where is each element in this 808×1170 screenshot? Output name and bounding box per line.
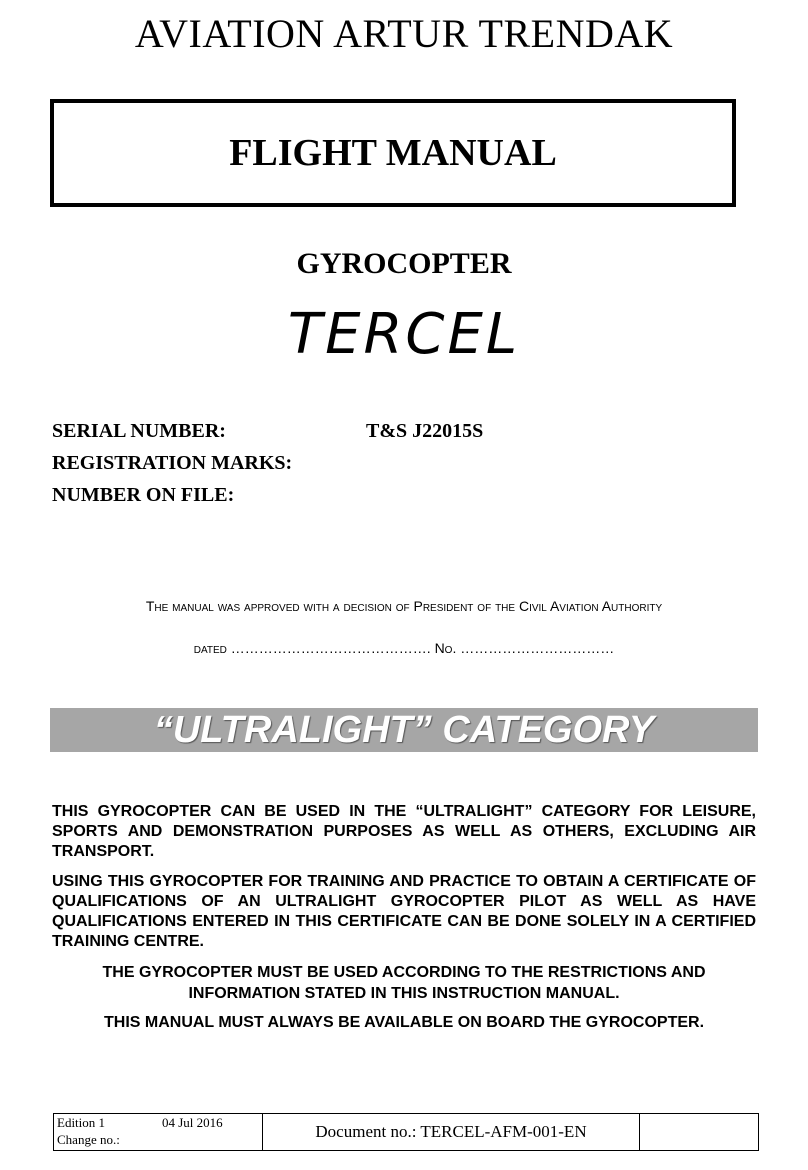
change-number-label: Change no.: xyxy=(57,1132,120,1147)
footer-edition-cell xyxy=(54,1114,263,1150)
document-title: FLIGHT MANUAL xyxy=(229,132,557,174)
category-banner-text: “ULTRALIGHT” CATEGORY xyxy=(153,709,655,751)
paragraph-training: USING THIS GYROCOPTER FOR TRAINING AND PRACTICE TO OBTAIN A CERTIFICATE OF QUALIFICATIONS OF AN ULTRALIGHT GYROCOPTER PILOT AS WELL AS HAVE QUALIFICATIONS ENTERED IN THIS CERTIFICATE CAN BE DONE SOLELY IN A CERTIFIED TRAINING CENTRE. xyxy=(52,873,756,950)
number-on-file-label: NUMBER ON FILE: xyxy=(52,484,235,506)
registration-marks-label: REGISTRATION MARKS: xyxy=(52,452,293,474)
document-number: Document no.: TERCEL-AFM-001-EN xyxy=(315,1122,587,1141)
approval-statement: The manual was approved with a decision of President of the Civil Aviation Authority xyxy=(145,598,663,614)
model-name: TERCEL xyxy=(287,302,521,367)
paragraph-usage: THIS GYROCOPTER CAN BE USED IN THE “ULTRALIGHT” CATEGORY FOR LEISURE, SPORTS AND DEMONSTRATION PURPOSES AS WELL AS OTHERS, EXCLUDING AIR TRANSPORT. xyxy=(52,803,756,860)
dated-line: dated ……………………………………. No. …………………………… xyxy=(193,640,615,656)
company-name: AVIATION ARTUR TRENDAK xyxy=(134,11,674,56)
paragraph-onboard: THIS MANUAL MUST ALWAYS BE AVAILABLE ON BOARD THE GYROCOPTER. xyxy=(103,1014,705,1031)
edition-label: Edition 1 xyxy=(57,1115,106,1130)
serial-number-label: SERIAL NUMBER: xyxy=(52,420,226,442)
footer-empty-cell xyxy=(640,1114,758,1150)
paragraph-restrictions: THE GYROCOPTER MUST BE USED ACCORDING TO THE RESTRICTIONS AND INFORMATION STATED IN THIS INSTRUCTION MANUAL. xyxy=(102,964,706,1002)
footer-document-cell xyxy=(263,1114,640,1150)
edition-date: 04 Jul 2016 xyxy=(162,1115,223,1130)
title-box xyxy=(50,99,736,207)
footer-table xyxy=(53,1113,759,1151)
category-banner xyxy=(50,708,758,752)
serial-number-value: T&S J22015S xyxy=(366,420,484,442)
aircraft-type: GYROCOPTER xyxy=(296,247,512,280)
